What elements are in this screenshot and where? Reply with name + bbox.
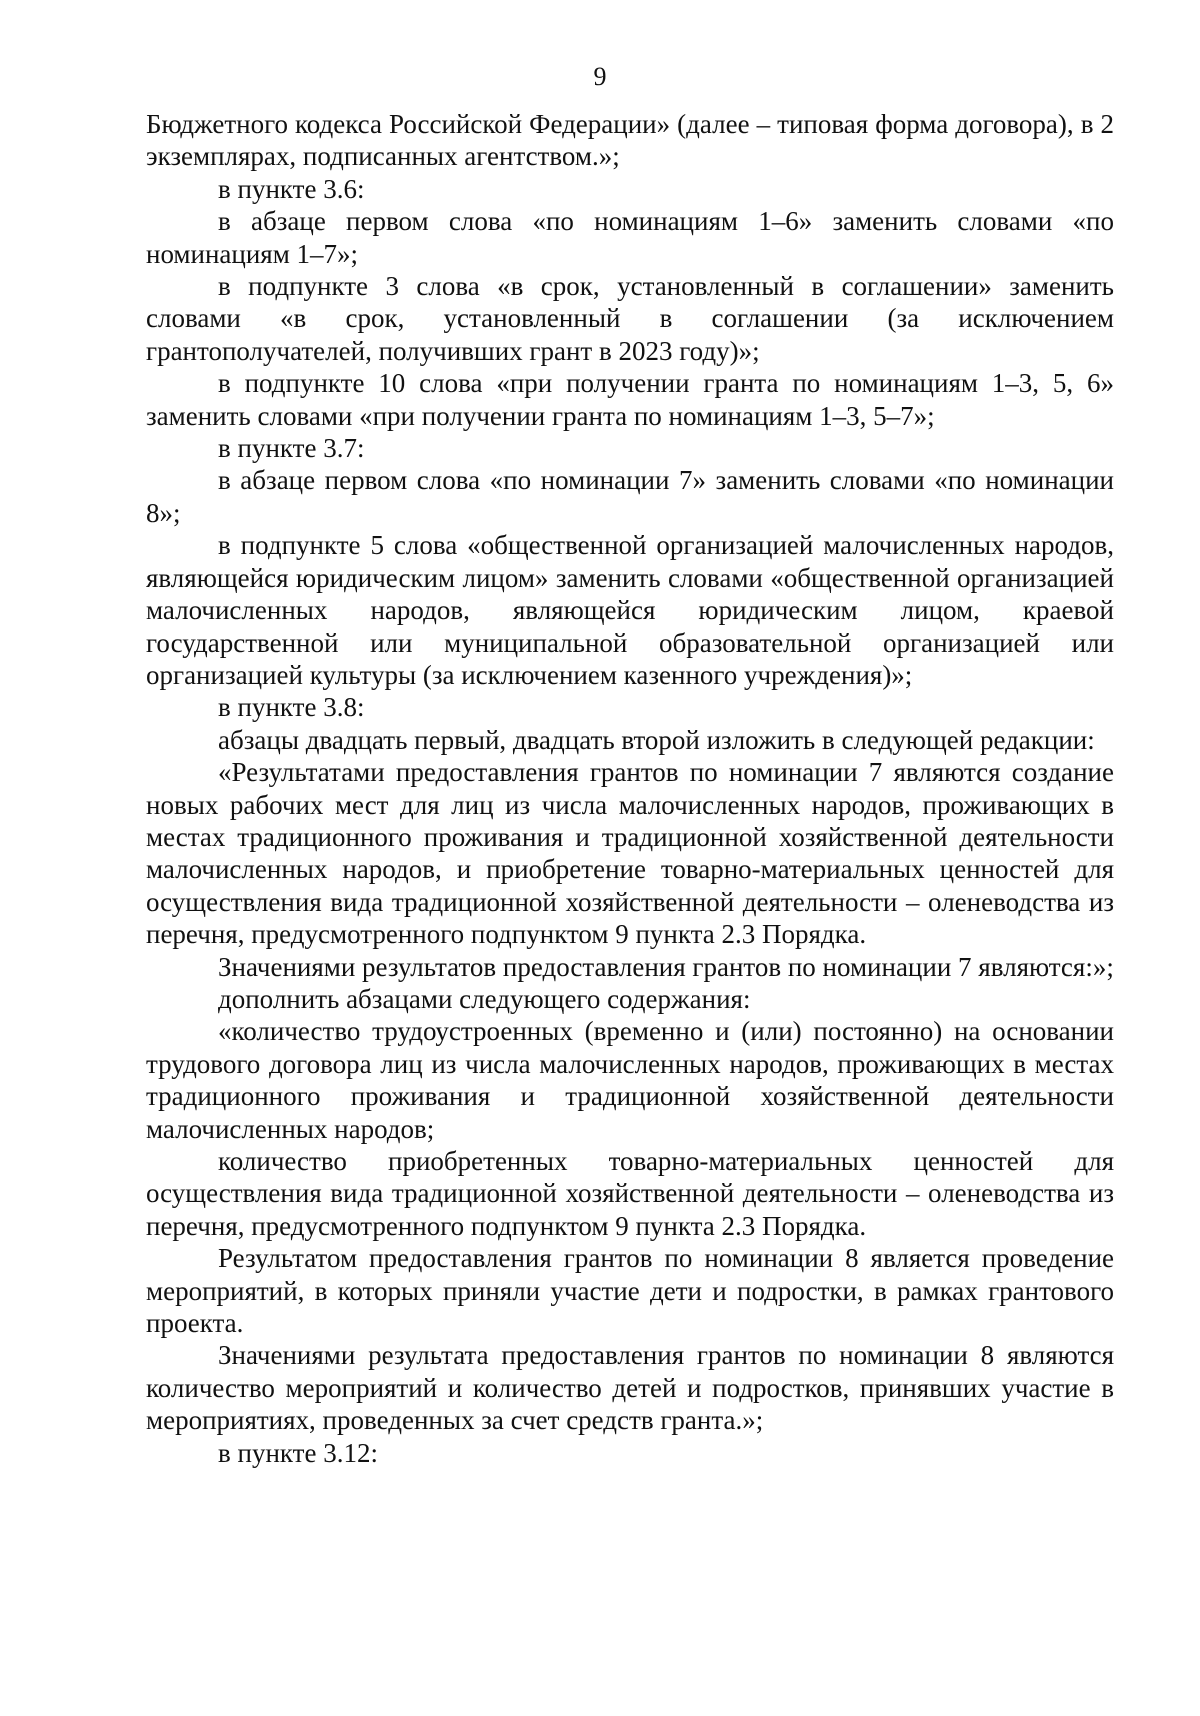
paragraph-17: Значениями результата предоставления грантов по номинации 8 являются количество мероприятий и количество детей и подростков, принявших участие в мероприятиях, проведенных за счет средств гранта.»; [146,1340,1114,1436]
paragraph-10: абзацы двадцать первый, двадцать второй изложить в следующей редакции: [218,724,1095,755]
paragraph-2: в пункте 3.6: [218,173,365,204]
paragraph-7: в абзаце первом слова «по номинации 7» заменить словами «по номинации 8»; [146,465,1114,528]
paragraph-14: «количество трудоустроенных (временно и (или) постоянно) на основании трудового договора лиц из числа малочисленных народов, проживающих в местах традиционного проживания и традиционной хозяйственной деятельности малочисленных народов; [146,1016,1114,1144]
paragraph-9: в пункте 3.8: [218,692,365,723]
paragraph-8: в подпункте 5 слова «общественной организацией малочисленных народов, являющейся юридическим лицом» заменить словами «общественной организацией малочисленных народов, являющейся юридическим лицом, краевой государственной или муниципальной образовательной организацией или организацией культуры (за исключением казенного учреждения)»; [146,530,1114,690]
paragraph-3: в абзаце первом слова «по номинациям 1–6» заменить словами «по номинациям 1–7»; [146,206,1114,269]
paragraph-12: Значениями результатов предоставления грантов по номинации 7 являются:»; [218,951,1114,982]
paragraph-15: количество приобретенных товарно-материальных ценностей для осуществления вида традиционной хозяйственной деятельности – оленеводства из перечня, предусмотренного подпунктом 9 пункта 2.3 Порядка. [146,1146,1114,1241]
paragraph-11: «Результатами предоставления грантов по номинации 7 являются создание новых рабочих мест для лиц из числа малочисленных народов, проживающих в местах традиционного проживания и традиционной хозяйственной деятельности малочисленных народов, и приобретение товарно-материальных ценностей для осуществления вида традиционной хозяйственной деятельности – оленеводства из перечня, предусмотренного подпунктом 9 пункта 2.3 Порядка. [146,757,1114,950]
page-number: 9 [593,62,607,91]
paragraph-1: Бюджетного кодекса Российской Федерации» (далее – типовая форма договора), в 2 экземплярах, подписанных агентством.»; [146,109,1114,172]
paragraph-13: дополнить абзацами следующего содержания: [218,983,751,1014]
paragraph-5: в подпункте 10 слова «при получении гранта по номинациям 1–3, 5, 6» заменить словами «при получении гранта по номинациям 1–3, 5–7»; [146,368,1114,431]
document-body [146,108,1114,1469]
paragraph-6: в пункте 3.7: [218,433,365,464]
paragraph-16: Результатом предоставления грантов по номинации 8 является проведение мероприятий, в которых приняли участие дети и подростки, в рамках грантового проекта. [146,1243,1114,1339]
paragraph-4: в подпункте 3 слова «в срок, установленный в соглашении» заменить словами «в срок, установленный в соглашении (за исключением грантополучателей, получивших грант в 2023 году)»; [146,271,1114,366]
paragraph-18: в пункте 3.12: [218,1437,378,1468]
